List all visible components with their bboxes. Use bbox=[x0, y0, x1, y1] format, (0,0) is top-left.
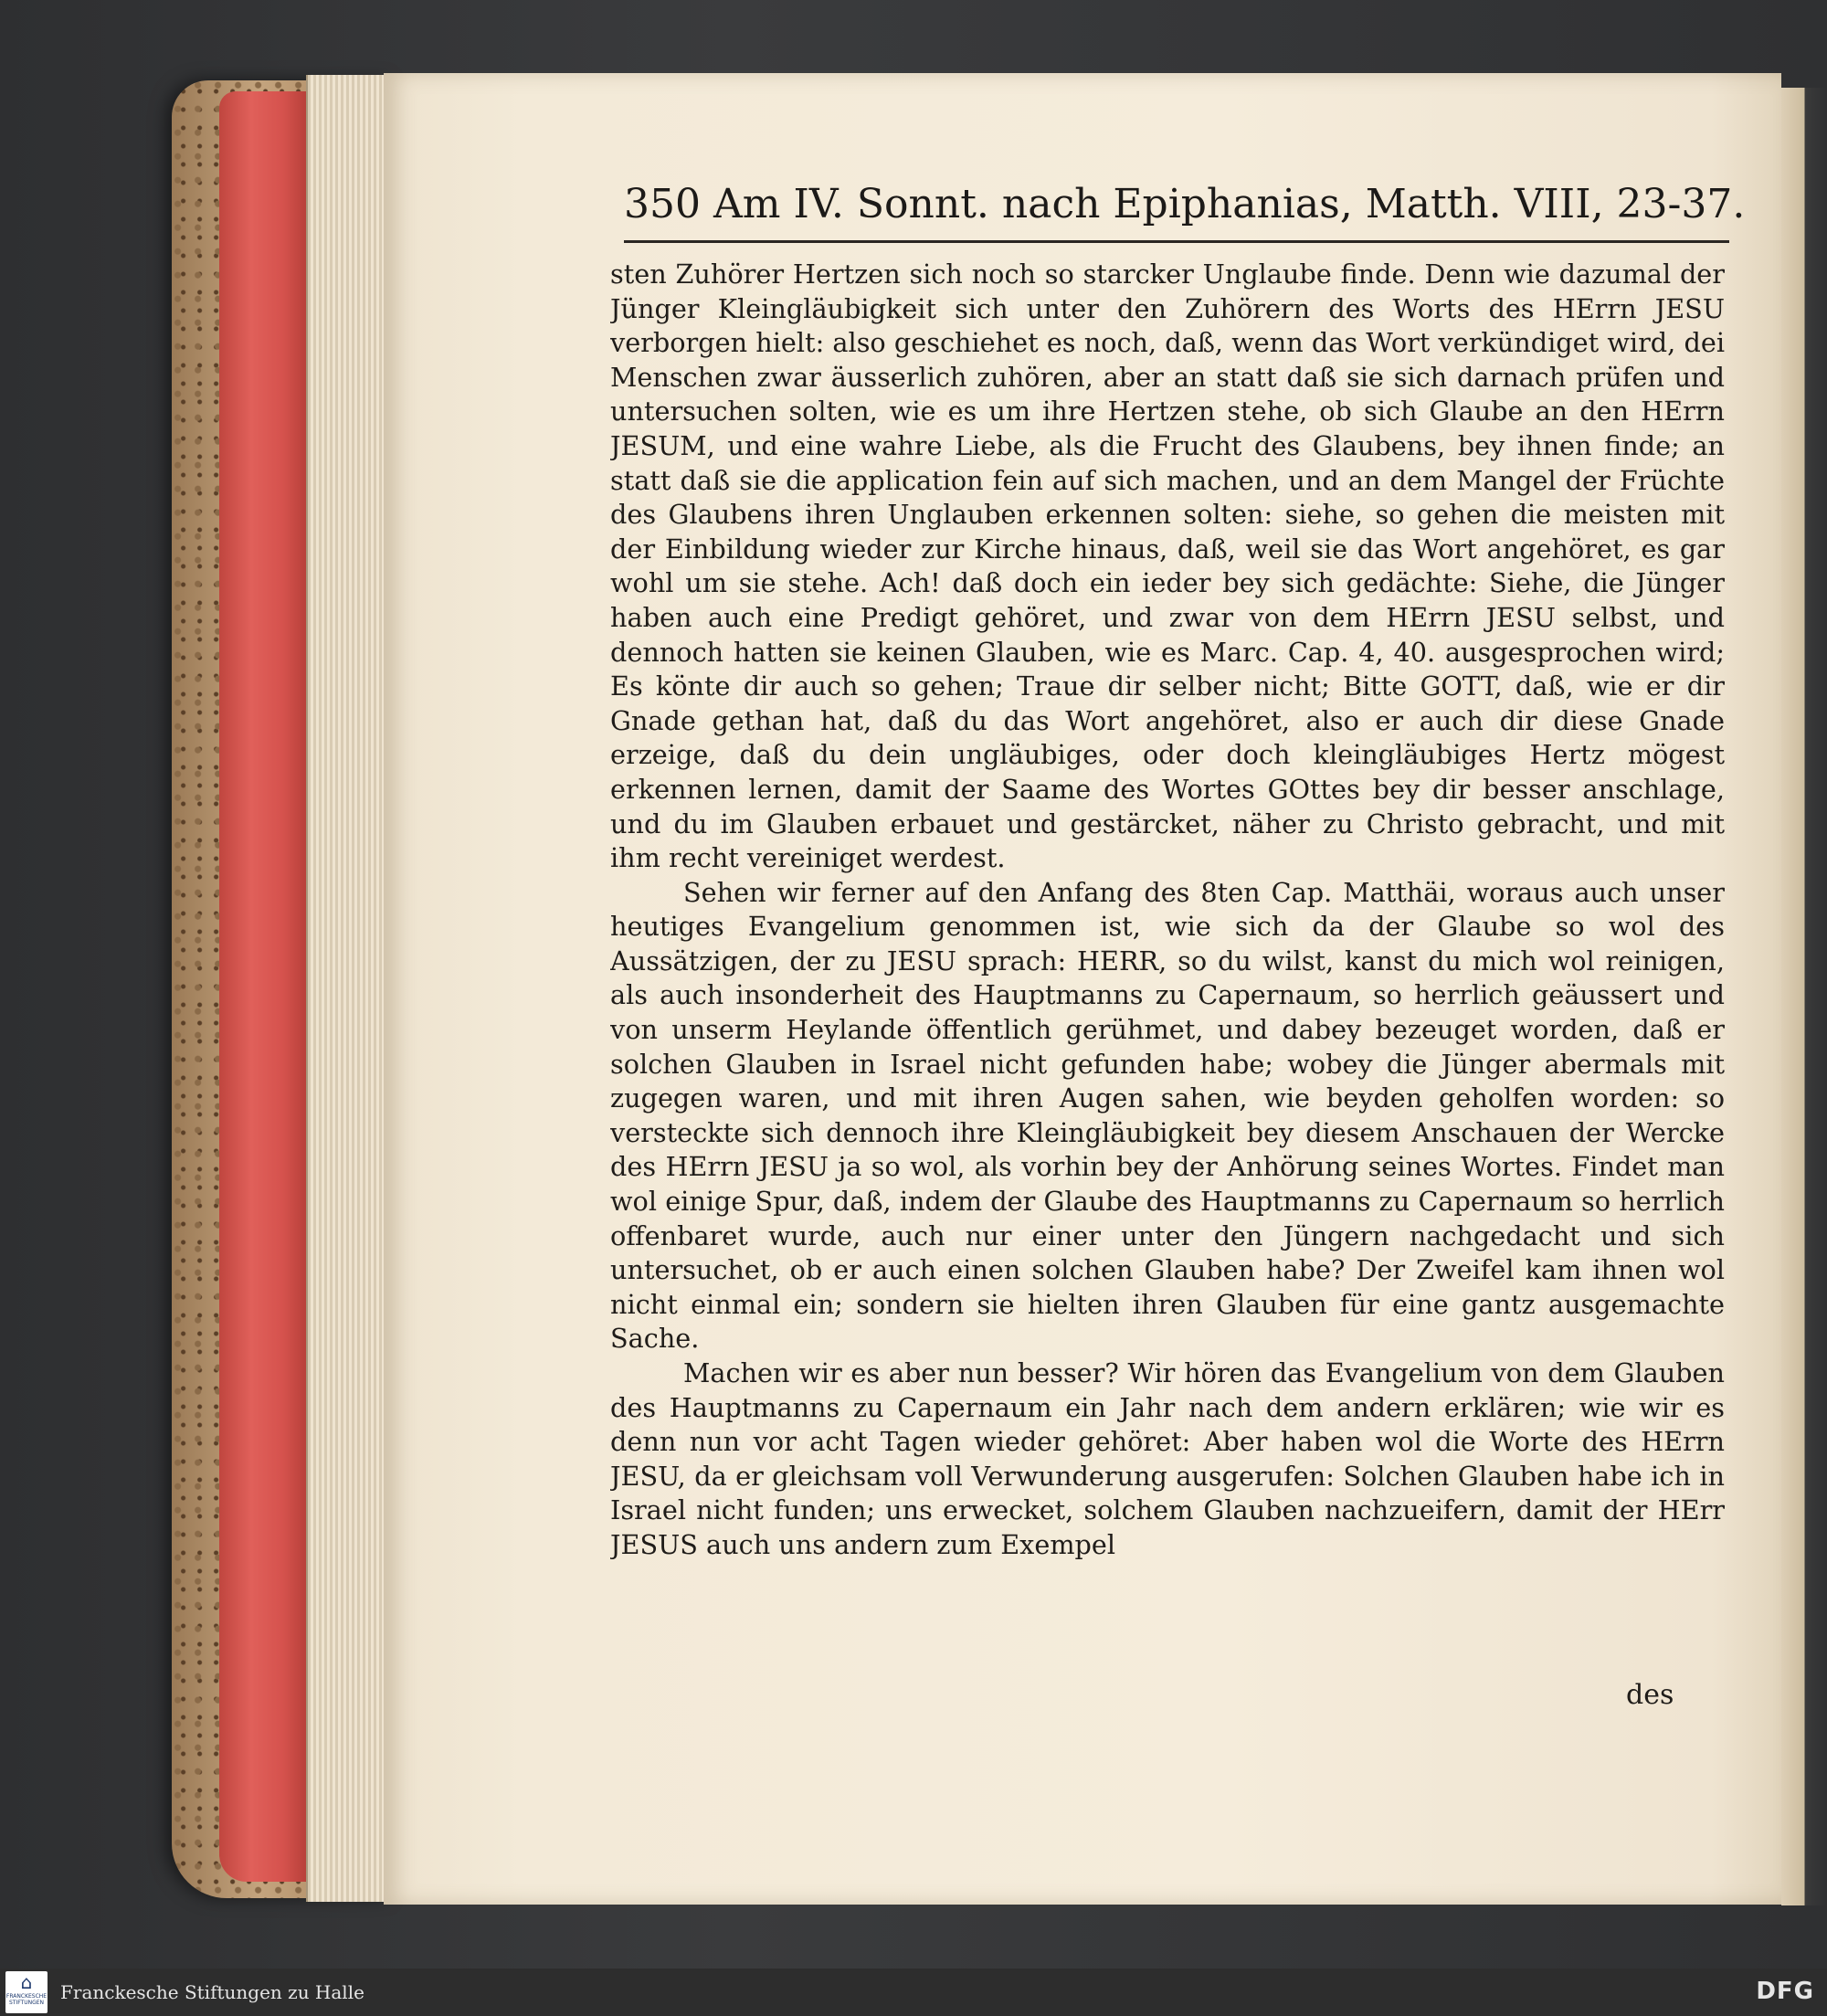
institution-logo[interactable] bbox=[5, 1971, 48, 2013]
paragraph-2: Sehen wir ferner auf den Anfang des 8ten Cap. Matthäi, woraus auch unser heutiges Evangelium genommen ist, wie sich da der Glaube so wol des Aussätzigen, der zu JESU sprach: HERR, so du wilst, kanst du mich wol reinigen, als auch insonderheit des Hauptmanns zu Capernaum, so herrlich geäussert und von unserm Heylande öffentlich gerühmet, und dabey bezeuget worden, daß er solchen Glauben in Israel nicht gefunden habe; wobey die Jünger abermals mit zugegen waren, und mit ihren Augen sahen, wie beyden geholfen worden: so versteckte sich dennoch ihre Kleingläubigkeit bey diesem Anschauen der Wercke des HErrn JESU ja so wol, als vorhin bey der Anhörung seines Wortes. Findet man wol einige Spur, daß, indem der Glaube des Hauptmanns zu Capernaum so herrlich offenbaret wurde, auch nur einer unter den Jüngern nachgedacht und sich untersuchet, ob er auch einen solchen Glauben habe? Der Zweifel kam ihnen wol nicht einmal ein; sondern sie hielten ihren Glauben für eine gantz ausgemachte Sache. bbox=[610, 876, 1725, 1355]
building-icon: ⌂ bbox=[20, 1971, 33, 1993]
dfg-logo[interactable]: DFG bbox=[1756, 1978, 1814, 2005]
red-page-edge bbox=[219, 91, 311, 1882]
paragraph-1: sten Zuhörer Hertzen sich noch so starcker Unglaube finde. Denn wie dazumal der Jünger Kleingläubigkeit sich unter den Zuhörern des Worts des HErrn JESU verborgen hielt: also geschiehet es noch, daß, wenn das Wort verkündiget wird, dei Menschen zwar äusserlich zuhören, aber an statt daß sie sich darnach prüfen und untersuchen solten, wie es um ihre Hertzen stehe, ob sich Glaube an den HErrn JESUM, und eine wahre Liebe, als die Frucht des Glaubens, bey ihnen finde; an statt daß sie die application fein auf sich machen, und an dem Mangel der Früchte des Glaubens ihren Unglauben erkennen solten: siehe, so gehen die meisten mit der Einbildung wieder zur Kirche hinaus, daß, weil sie das Wort angehöret, es gar wohl um sie stehe. Ach! daß doch ein ieder bey sich gedächte: Siehe, die Jünger haben auch eine Predigt gehöret, und zwar von dem HErrn JESU selbst, und dennoch hatten sie keinen Glauben, wie es Marc. Cap. 4, 40. ausgesprochen wird; Es könte dir auch so gehen; Traue dir selber nicht; Bitte GOTT, daß, wie er dir Gnade gethan hat, daß du das Wort angehöret, also er auch dir diese Gnade erzeige, daß du dein ungläubiges, oder doch kleingläubiges Hertz mögest erkennen lernen, damit der Saame des Wortes GOttes bey dir besser anschlage, und du im Glauben erbauet und gestärcket, näher zu Christo gebracht, und mit ihm recht vereiniget werdest. bbox=[610, 259, 1725, 874]
running-head: Am IV. Sonnt. nach Epiphanias, Matth. VIII, 23-37. bbox=[713, 181, 1746, 227]
institution-name[interactable]: Franckesche Stiftungen zu Halle bbox=[60, 1981, 364, 2003]
page-header bbox=[624, 181, 1746, 237]
body-text bbox=[610, 258, 1725, 1701]
page-number: 350 bbox=[624, 181, 701, 227]
logo-text: FRANCKESCHE STIFTUNGEN bbox=[5, 1993, 48, 2006]
catchword: des bbox=[1626, 1679, 1674, 1711]
paragraph-3: Machen wir es aber nun besser? Wir hören das Evangelium von dem Glauben des Hauptmanns zu Capernaum ein Jahr nach dem andern erklären; wie wir es denn nun vor acht Tagen wieder gehöret: Aber haben wol die Worte des HErrn JESU, da er gleichsam voll Verwunderung ausgerufen: Solchen Glauben habe ich in Israel nicht funden; uns erwecket, solchem Glauben nachzueifern, damit der HErr JESUS auch uns andern zum Exempel bbox=[610, 1357, 1725, 1560]
viewer-footer bbox=[0, 1969, 1827, 2016]
facing-page-edge bbox=[1781, 88, 1827, 1905]
header-rule bbox=[624, 240, 1729, 243]
